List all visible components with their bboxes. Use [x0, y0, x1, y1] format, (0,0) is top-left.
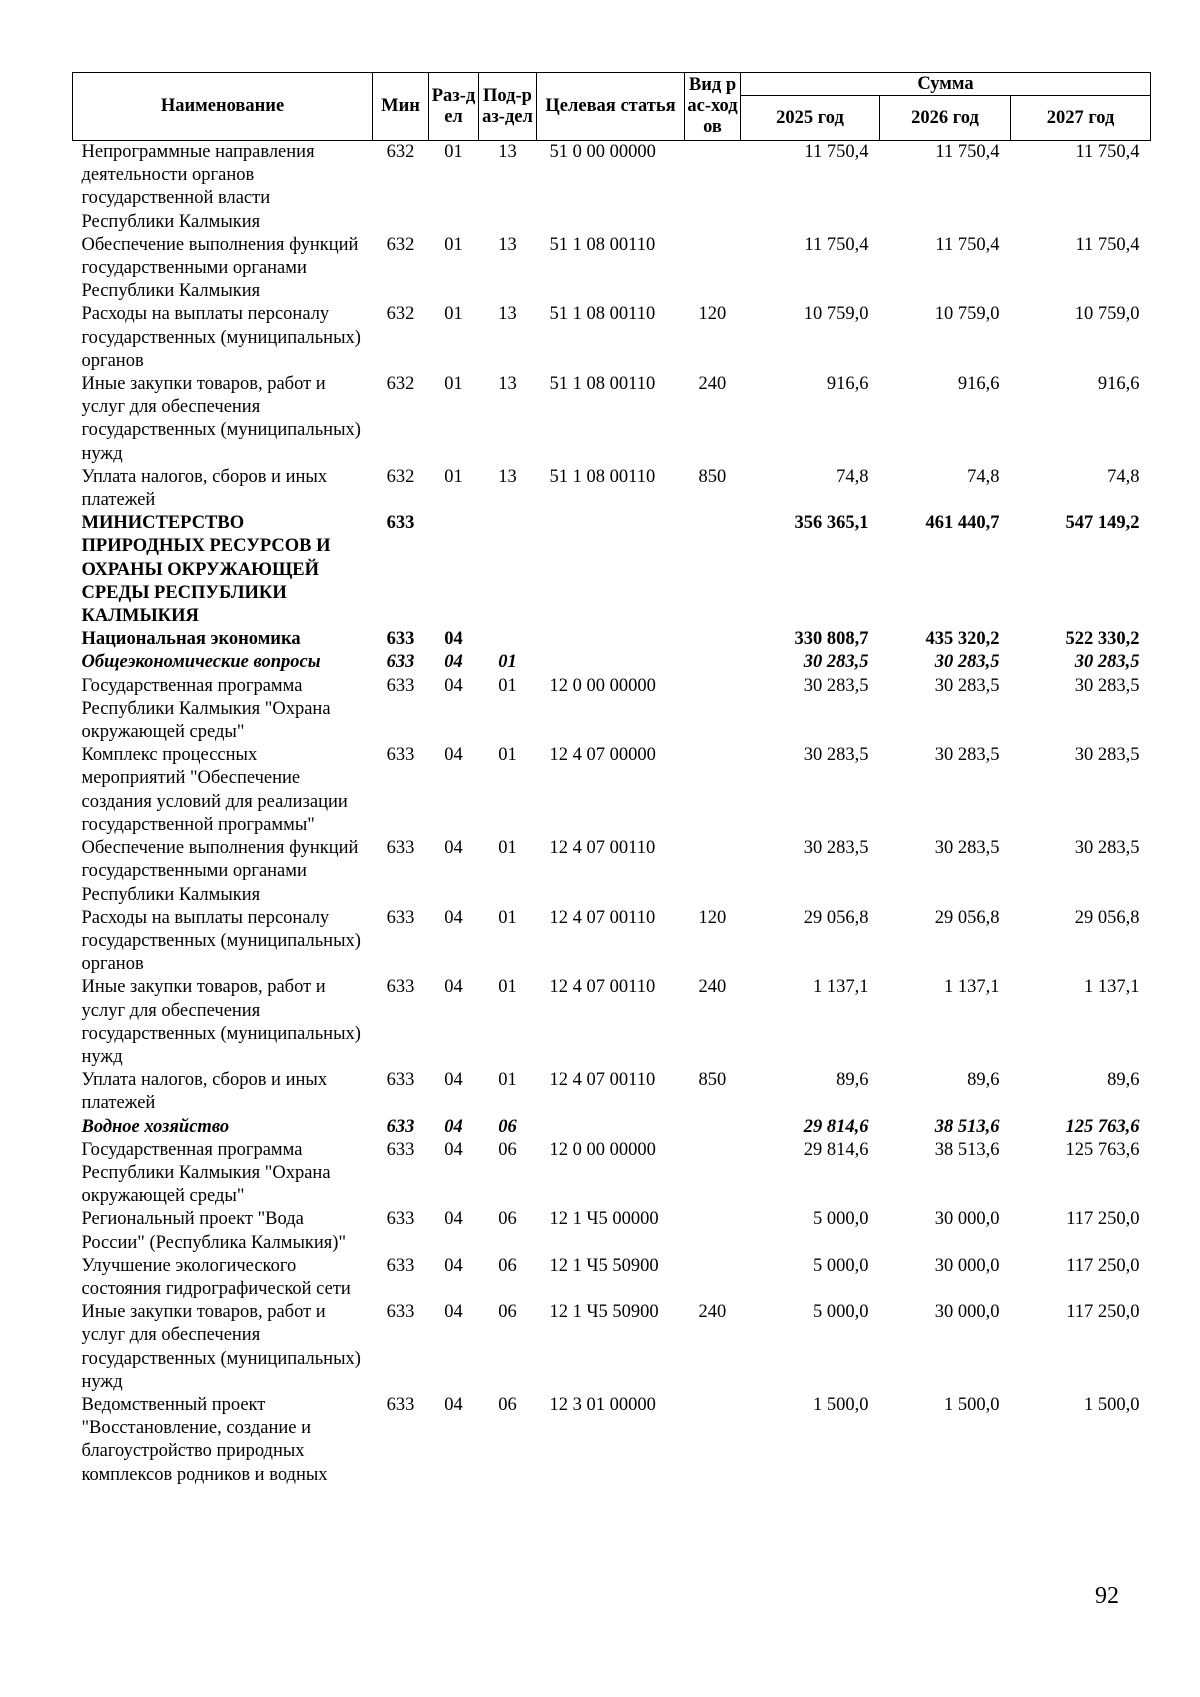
cell-name: Ведомственный проект "Восстановление, создание и благоустройство природных комплексов родников и водных — [81, 1394, 328, 1485]
cell-vid — [685, 744, 741, 837]
cell-name: Водное хозяйство — [81, 1116, 230, 1137]
header-name: Наименование — [73, 73, 373, 141]
cell-2026: 89,6 — [967, 1070, 1000, 1091]
cell-2025: 10 759,0 — [803, 304, 869, 325]
cell-tselevaya — [537, 651, 685, 674]
cell-2025: 30 283,5 — [803, 652, 869, 673]
header-tselevaya: Целевая статья — [537, 73, 685, 141]
cell-tselevaya: 12 3 01 00000 — [549, 1394, 656, 1415]
cell-2027: 1 500,0 — [1084, 1394, 1140, 1415]
cell-tselevaya: 51 0 00 00000 — [549, 142, 656, 162]
cell-podrazdel: 01 — [498, 977, 517, 998]
cell-2025: 89,6 — [836, 1070, 869, 1091]
cell-2026: 11 750,4 — [935, 234, 1000, 255]
cell-2027: 522 330,2 — [1065, 629, 1140, 650]
cell-vid — [685, 1139, 741, 1209]
cell-min: 633 — [386, 629, 415, 650]
cell-2025: 356 365,1 — [794, 513, 869, 534]
cell-vid: 240 — [698, 977, 727, 998]
cell-2027: 11 750,4 — [1075, 234, 1140, 255]
cell-vid — [685, 1208, 741, 1254]
cell-min: 633 — [386, 513, 415, 534]
header-vid: Вид рас-ходов — [685, 73, 741, 141]
cell-2026: 30 283,5 — [934, 675, 1000, 696]
cell-razdel: 01 — [444, 234, 463, 255]
cell-vid: 240 — [698, 1302, 727, 1323]
cell-razdel: 04 — [444, 675, 463, 696]
cell-razdel: 04 — [444, 1116, 463, 1137]
cell-name: Расходы на выплаты персоналу государственных (муниципальных) органов — [81, 907, 361, 975]
cell-name: Иные закупки товаров, работ и услуг для обеспечения государственных (муниципальных) нужд — [81, 374, 361, 464]
cell-2027: 10 759,0 — [1074, 304, 1140, 325]
table-row — [73, 141, 1151, 234]
cell-2025: 29 814,6 — [803, 1116, 869, 1137]
cell-2027: 1 137,1 — [1084, 977, 1140, 998]
cell-podrazdel: 01 — [498, 675, 517, 696]
cell-tselevaya: 12 4 07 00110 — [549, 1070, 656, 1091]
table-body — [73, 141, 1151, 1487]
table-row — [73, 466, 1151, 512]
cell-podrazdel: 06 — [498, 1394, 517, 1415]
header-razdel: Раз-дел — [429, 73, 479, 141]
table-row — [73, 303, 1151, 373]
cell-vid: 240 — [698, 374, 727, 395]
cell-min: 632 — [386, 234, 415, 255]
cell-2026: 461 440,7 — [925, 513, 1000, 534]
cell-vid — [685, 141, 741, 234]
header-2026: 2026 год — [880, 96, 1011, 141]
cell-2027: 547 149,2 — [1065, 513, 1140, 534]
cell-min: 633 — [386, 1394, 415, 1415]
cell-tselevaya: 12 1 Ч5 00000 — [549, 1209, 659, 1230]
cell-2025: 5 000,0 — [813, 1302, 869, 1323]
cell-tselevaya — [537, 628, 685, 651]
cell-tselevaya: 12 1 Ч5 50900 — [549, 1255, 659, 1276]
table-row — [73, 234, 1151, 304]
table-row — [73, 1069, 1151, 1115]
cell-razdel: 01 — [444, 466, 463, 487]
cell-2025: 30 283,5 — [803, 675, 869, 696]
table-row — [73, 1116, 1151, 1139]
cell-min: 633 — [386, 1302, 415, 1323]
cell-2025: 916,6 — [826, 374, 869, 395]
cell-tselevaya — [537, 512, 685, 628]
cell-podrazdel: 06 — [498, 1209, 517, 1230]
cell-vid — [685, 1116, 741, 1139]
cell-razdel: 04 — [444, 1070, 463, 1091]
cell-2026: 74,8 — [967, 466, 1000, 487]
cell-2025: 330 808,7 — [794, 629, 869, 650]
cell-tselevaya: 12 4 07 00110 — [549, 907, 656, 928]
cell-min: 633 — [386, 977, 415, 998]
cell-min: 632 — [386, 142, 415, 162]
cell-name: Уплата налогов, сборов и иных платежей — [81, 1070, 328, 1114]
cell-name: Региональный проект "Вода России" (Республика Калмыкия)" — [81, 1209, 347, 1253]
cell-2027: 916,6 — [1097, 374, 1140, 395]
cell-2026: 916,6 — [957, 374, 1000, 395]
cell-min: 633 — [386, 1070, 415, 1091]
cell-tselevaya: 12 4 07 00000 — [549, 745, 656, 766]
cell-vid — [685, 512, 741, 628]
cell-podrazdel: 06 — [498, 1139, 517, 1160]
cell-2025: 74,8 — [836, 466, 869, 487]
header-podrazdel: Под-раз-дел — [479, 73, 537, 141]
cell-name: Общеэкономические вопросы — [81, 652, 321, 673]
cell-2026: 38 513,6 — [934, 1116, 1000, 1137]
cell-podrazdel: 13 — [498, 304, 517, 325]
cell-2025: 29 814,6 — [803, 1139, 869, 1160]
table-row — [73, 373, 1151, 466]
cell-podrazdel: 13 — [498, 234, 517, 255]
table-row — [73, 837, 1151, 907]
header-2027: 2027 год — [1011, 96, 1151, 141]
budget-document — [72, 72, 1150, 1487]
cell-2026: 11 750,4 — [935, 142, 1000, 162]
cell-2026: 30 000,0 — [934, 1302, 1000, 1323]
header-summa: Сумма — [741, 73, 1151, 96]
cell-vid — [685, 675, 741, 745]
cell-name: Непрограммные направления деятельности органов государственной власти Республики Калмыкия — [81, 142, 315, 232]
cell-2025: 1 500,0 — [813, 1394, 869, 1415]
cell-vid — [685, 651, 741, 674]
cell-name: Расходы на выплаты персоналу государственных (муниципальных) органов — [81, 304, 361, 371]
cell-tselevaya: 51 1 08 00110 — [549, 466, 656, 487]
cell-tselevaya: 12 4 07 00110 — [549, 977, 656, 998]
cell-vid: 120 — [698, 907, 727, 928]
cell-2027: 117 250,0 — [1066, 1255, 1140, 1276]
cell-name: Государственная программа Республики Калмыкия "Охрана окружающей среды" — [81, 1139, 331, 1207]
cell-podrazdel: 13 — [498, 142, 517, 162]
table-row — [73, 1255, 1151, 1301]
cell-razdel: 01 — [444, 304, 463, 325]
cell-podrazdel: 01 — [498, 838, 517, 859]
cell-2027: 74,8 — [1107, 466, 1140, 487]
cell-podrazdel: 13 — [498, 466, 517, 487]
table-row — [73, 1394, 1151, 1487]
cell-razdel: 04 — [444, 629, 463, 650]
cell-razdel: 04 — [444, 1209, 463, 1230]
cell-vid — [685, 1255, 741, 1301]
cell-name: Национальная экономика — [81, 629, 301, 650]
table-row — [73, 512, 1151, 628]
table-row — [73, 1301, 1151, 1394]
cell-2027: 125 763,6 — [1065, 1116, 1140, 1137]
cell-razdel: 04 — [444, 1139, 463, 1160]
cell-name: МИНИСТЕРСТВО ПРИРОДНЫХ РЕСУРСОВ И ОХРАНЫ ОКРУЖАЮЩЕЙ СРЕДЫ РЕСПУБЛИКИ КАЛМЫКИЯ — [81, 513, 331, 627]
cell-vid — [685, 628, 741, 651]
cell-razdel: 04 — [444, 1394, 463, 1415]
table-row — [73, 628, 1151, 651]
cell-2026: 1 137,1 — [944, 977, 1000, 998]
cell-min: 633 — [386, 1139, 415, 1160]
cell-vid: 120 — [698, 304, 727, 325]
cell-2026: 1 500,0 — [944, 1394, 1000, 1415]
cell-min: 633 — [386, 907, 415, 928]
cell-2025: 30 283,5 — [803, 745, 869, 766]
cell-razdel: 04 — [444, 652, 463, 673]
table-row — [73, 675, 1151, 745]
table-row — [73, 744, 1151, 837]
cell-razdel — [429, 512, 479, 628]
cell-2026: 30 283,5 — [934, 838, 1000, 859]
table-row — [73, 976, 1151, 1069]
cell-2025: 5 000,0 — [813, 1209, 869, 1230]
cell-name: Иные закупки товаров, работ и услуг для обеспечения государственных (муниципальных) нужд — [81, 977, 361, 1067]
cell-2025: 11 750,4 — [804, 142, 869, 162]
cell-podrazdel: 01 — [498, 745, 517, 766]
cell-2026: 30 283,5 — [934, 652, 1000, 673]
cell-vid — [685, 234, 741, 304]
cell-razdel: 04 — [444, 1302, 463, 1323]
cell-podrazdel: 01 — [498, 907, 517, 928]
cell-name: Комплекс процессных мероприятий "Обеспечение создания условий для реализации государственной программы" — [81, 745, 348, 835]
cell-2027: 117 250,0 — [1066, 1302, 1140, 1323]
cell-podrazdel: 06 — [498, 1255, 517, 1276]
cell-razdel: 01 — [444, 374, 463, 395]
cell-tselevaya: 51 1 08 00110 — [549, 304, 656, 325]
cell-name: Обеспечение выполнения функций государственными органами Республики Калмыкия — [81, 234, 359, 302]
cell-2025: 1 137,1 — [813, 977, 869, 998]
cell-podrazdel: 06 — [498, 1116, 517, 1137]
cell-2026: 38 513,6 — [934, 1139, 1000, 1160]
cell-name: Улучшение экологического состояния гидрографической сети — [81, 1255, 351, 1299]
table-row — [73, 907, 1151, 977]
cell-min: 632 — [386, 374, 415, 395]
cell-podrazdel: 13 — [498, 374, 517, 395]
cell-podrazdel — [479, 628, 537, 651]
cell-2027: 11 750,4 — [1075, 142, 1140, 162]
cell-tselevaya: 12 0 00 00000 — [549, 1139, 656, 1160]
cell-min: 633 — [386, 652, 415, 673]
cell-razdel: 04 — [444, 907, 463, 928]
cell-vid — [685, 837, 741, 907]
cell-name: Обеспечение выполнения функций государственными органами Республики Калмыкия — [81, 838, 359, 905]
cell-min: 633 — [386, 1116, 415, 1137]
cell-razdel: 04 — [444, 977, 463, 998]
cell-min: 633 — [386, 1209, 415, 1230]
cell-2027: 30 283,5 — [1074, 652, 1140, 673]
cell-razdel: 01 — [444, 142, 463, 162]
table-row — [73, 1208, 1151, 1254]
cell-min: 632 — [386, 304, 415, 325]
cell-2026: 435 320,2 — [925, 629, 1000, 650]
cell-min: 633 — [386, 838, 415, 859]
cell-podrazdel: 06 — [498, 1302, 517, 1323]
cell-vid: 850 — [698, 1070, 727, 1091]
cell-tselevaya: 12 4 07 00110 — [549, 838, 656, 859]
cell-name: Уплата налогов, сборов и иных платежей — [81, 466, 328, 511]
cell-name: Государственная программа Республики Калмыкия "Охрана окружающей среды" — [81, 675, 331, 743]
cell-2027: 30 283,5 — [1074, 675, 1140, 696]
cell-2025: 29 056,8 — [803, 907, 869, 928]
cell-2025: 5 000,0 — [813, 1255, 869, 1276]
cell-2027: 30 283,5 — [1074, 838, 1140, 859]
cell-tselevaya — [537, 1116, 685, 1139]
cell-min: 632 — [386, 466, 415, 487]
cell-2027: 117 250,0 — [1066, 1209, 1140, 1230]
cell-vid — [685, 1394, 741, 1487]
page-number: 92 — [1095, 1583, 1119, 1609]
cell-2027: 89,6 — [1107, 1070, 1140, 1091]
table-row — [73, 1139, 1151, 1209]
cell-vid: 850 — [698, 466, 727, 487]
cell-2026: 10 759,0 — [934, 304, 1000, 325]
cell-podrazdel: 01 — [498, 1070, 517, 1091]
cell-tselevaya: 51 1 08 00110 — [549, 234, 656, 255]
cell-2027: 30 283,5 — [1074, 745, 1140, 766]
cell-2027: 125 763,6 — [1065, 1139, 1140, 1160]
cell-2026: 30 283,5 — [934, 745, 1000, 766]
cell-2026: 29 056,8 — [934, 907, 1000, 928]
cell-min: 633 — [386, 745, 415, 766]
cell-2025: 30 283,5 — [803, 838, 869, 859]
table-header — [73, 73, 1151, 141]
cell-2025: 11 750,4 — [804, 234, 869, 255]
cell-podrazdel — [479, 512, 537, 628]
cell-razdel: 04 — [444, 1255, 463, 1276]
cell-min: 633 — [386, 675, 415, 696]
cell-tselevaya: 51 1 08 00110 — [549, 374, 656, 395]
cell-razdel: 04 — [444, 745, 463, 766]
table-row — [73, 651, 1151, 674]
cell-tselevaya: 12 1 Ч5 50900 — [549, 1302, 659, 1323]
cell-2027: 29 056,8 — [1074, 907, 1140, 928]
budget-table — [72, 72, 1151, 1487]
cell-razdel: 04 — [444, 838, 463, 859]
cell-min: 633 — [386, 1255, 415, 1276]
cell-2026: 30 000,0 — [934, 1209, 1000, 1230]
cell-name: Иные закупки товаров, работ и услуг для обеспечения государственных (муниципальных) нужд — [81, 1302, 361, 1392]
header-min: Мин — [373, 73, 429, 141]
cell-podrazdel: 01 — [498, 652, 517, 673]
cell-2026: 30 000,0 — [934, 1255, 1000, 1276]
header-2025: 2025 год — [741, 96, 880, 141]
cell-tselevaya: 12 0 00 00000 — [549, 675, 656, 696]
